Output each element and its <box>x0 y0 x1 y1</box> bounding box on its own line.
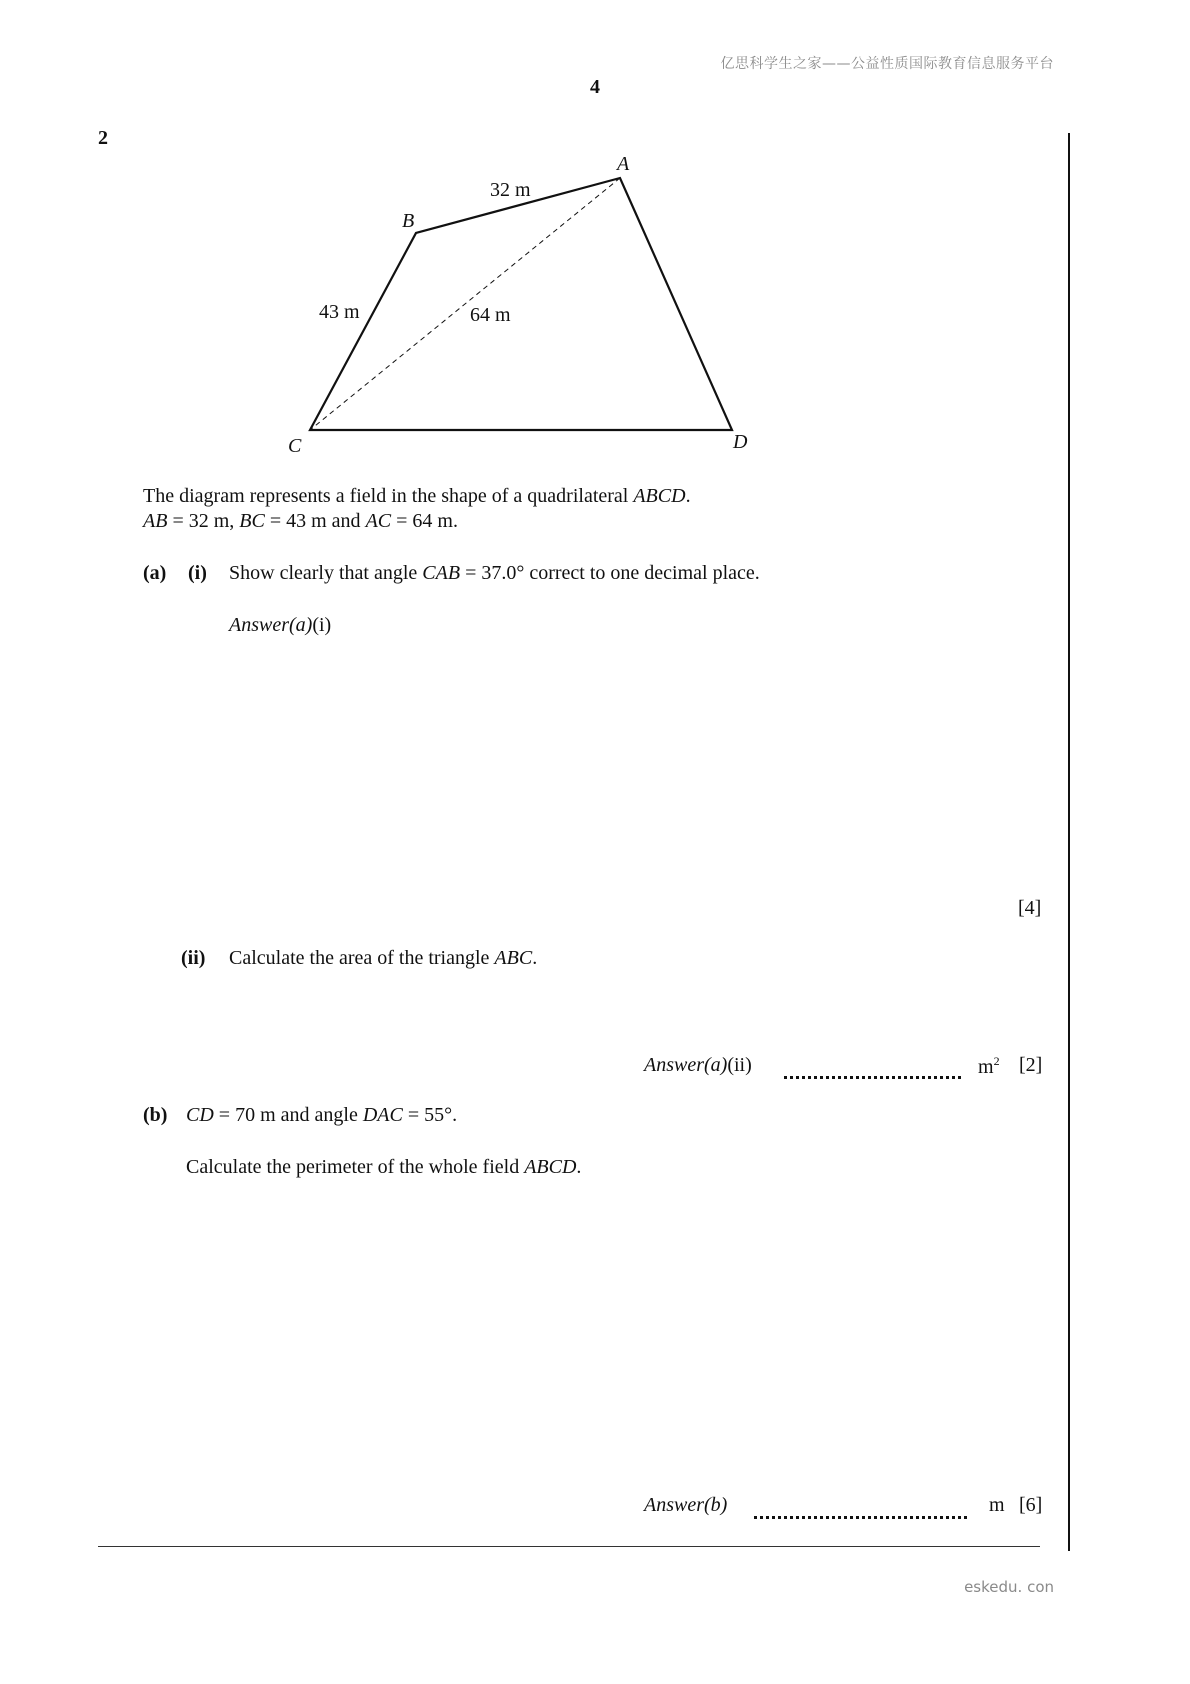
answer-a-ii-label <box>644 1054 752 1077</box>
part-b-suffix: = 55°. <box>402 1104 458 1126</box>
quadrilateral-outline <box>310 178 732 430</box>
marks-a-ii: [2] <box>1019 1054 1043 1076</box>
side-ab: AB <box>143 510 168 532</box>
intro-text: The diagram represents a field in the shape of a quadrilateral <box>143 485 634 507</box>
part-b-line2-prefix: Calculate the perimeter of the whole field <box>186 1156 525 1178</box>
shape-abcd: ABCD <box>524 1156 577 1178</box>
unit-b: m <box>989 1494 1005 1516</box>
length-label-ac: 64 m <box>470 304 511 326</box>
part-b-line-1 <box>186 1104 457 1127</box>
page-number: 4 <box>590 76 600 98</box>
watermark-bottom: eskedu. con <box>964 1578 1054 1596</box>
vertex-label-b: B <box>402 210 415 232</box>
marks-b: [6] <box>1019 1494 1043 1516</box>
intro-line-1 <box>143 485 691 508</box>
part-a-i-text <box>229 562 760 585</box>
answer-a-i-plain: (i) <box>312 614 332 636</box>
angle-cab: CAB <box>422 562 461 584</box>
intro-suffix: . <box>685 485 691 507</box>
part-b-label: (b) <box>143 1104 168 1126</box>
side-bc-value: = 43 m and <box>264 510 366 532</box>
part-a-label: (a) <box>143 562 167 584</box>
vertex-label-c: C <box>288 435 302 457</box>
answer-b-input[interactable] <box>754 1502 967 1519</box>
length-label-bc: 43 m <box>319 301 360 323</box>
triangle-abc: ABC <box>494 947 533 969</box>
answer-a-i-italic: Answer(a) <box>229 614 313 636</box>
side-ac-value: = 64 m. <box>391 510 458 532</box>
part-b-line2-suffix: . <box>576 1156 582 1178</box>
part-a-i-prefix: Show clearly that angle <box>229 562 423 584</box>
answer-a-ii-italic: Answer(a) <box>644 1054 728 1076</box>
question-number: 2 <box>98 127 108 149</box>
shape-name: ABCD <box>633 485 686 507</box>
angle-dac: DAC <box>362 1104 403 1126</box>
unit-power: 2 <box>993 1054 1000 1068</box>
intro-line-2 <box>143 510 458 533</box>
vertex-label-a: A <box>617 153 630 175</box>
vertex-label-d: D <box>733 431 748 453</box>
part-a-ii-suffix: . <box>532 947 538 969</box>
bottom-rule <box>98 1546 1040 1547</box>
side-bc: BC <box>239 510 265 532</box>
part-a-i-suffix: = 37.0° correct to one decimal place. <box>460 562 760 584</box>
answer-a-ii-input[interactable] <box>784 1062 961 1079</box>
part-a-ii-text <box>229 947 537 970</box>
answer-a-i-label <box>229 614 331 637</box>
side-ab-value: = 32 m, <box>167 510 240 532</box>
unit-a-ii <box>978 1054 1000 1079</box>
answer-b-label <box>644 1494 727 1517</box>
quadrilateral-diagram <box>0 0 1190 480</box>
marks-a-i: [4] <box>1018 897 1042 919</box>
part-b-line-2 <box>186 1156 581 1179</box>
answer-b-italic: Answer(b) <box>644 1494 728 1516</box>
length-label-ab: 32 m <box>490 179 531 201</box>
part-a-ii-label: (ii) <box>181 947 206 969</box>
part-a-i-label: (i) <box>188 562 207 584</box>
side-cd: CD <box>186 1104 214 1126</box>
side-ac: AC <box>365 510 392 532</box>
answer-a-ii-plain: (ii) <box>727 1054 752 1076</box>
part-a-ii-prefix: Calculate the area of the triangle <box>229 947 495 969</box>
unit-m: m <box>978 1056 994 1078</box>
watermark-top: 亿思科学生之家——公益性质国际教育信息服务平台 <box>720 56 1054 72</box>
part-b-mid: = 70 m and angle <box>213 1104 363 1126</box>
